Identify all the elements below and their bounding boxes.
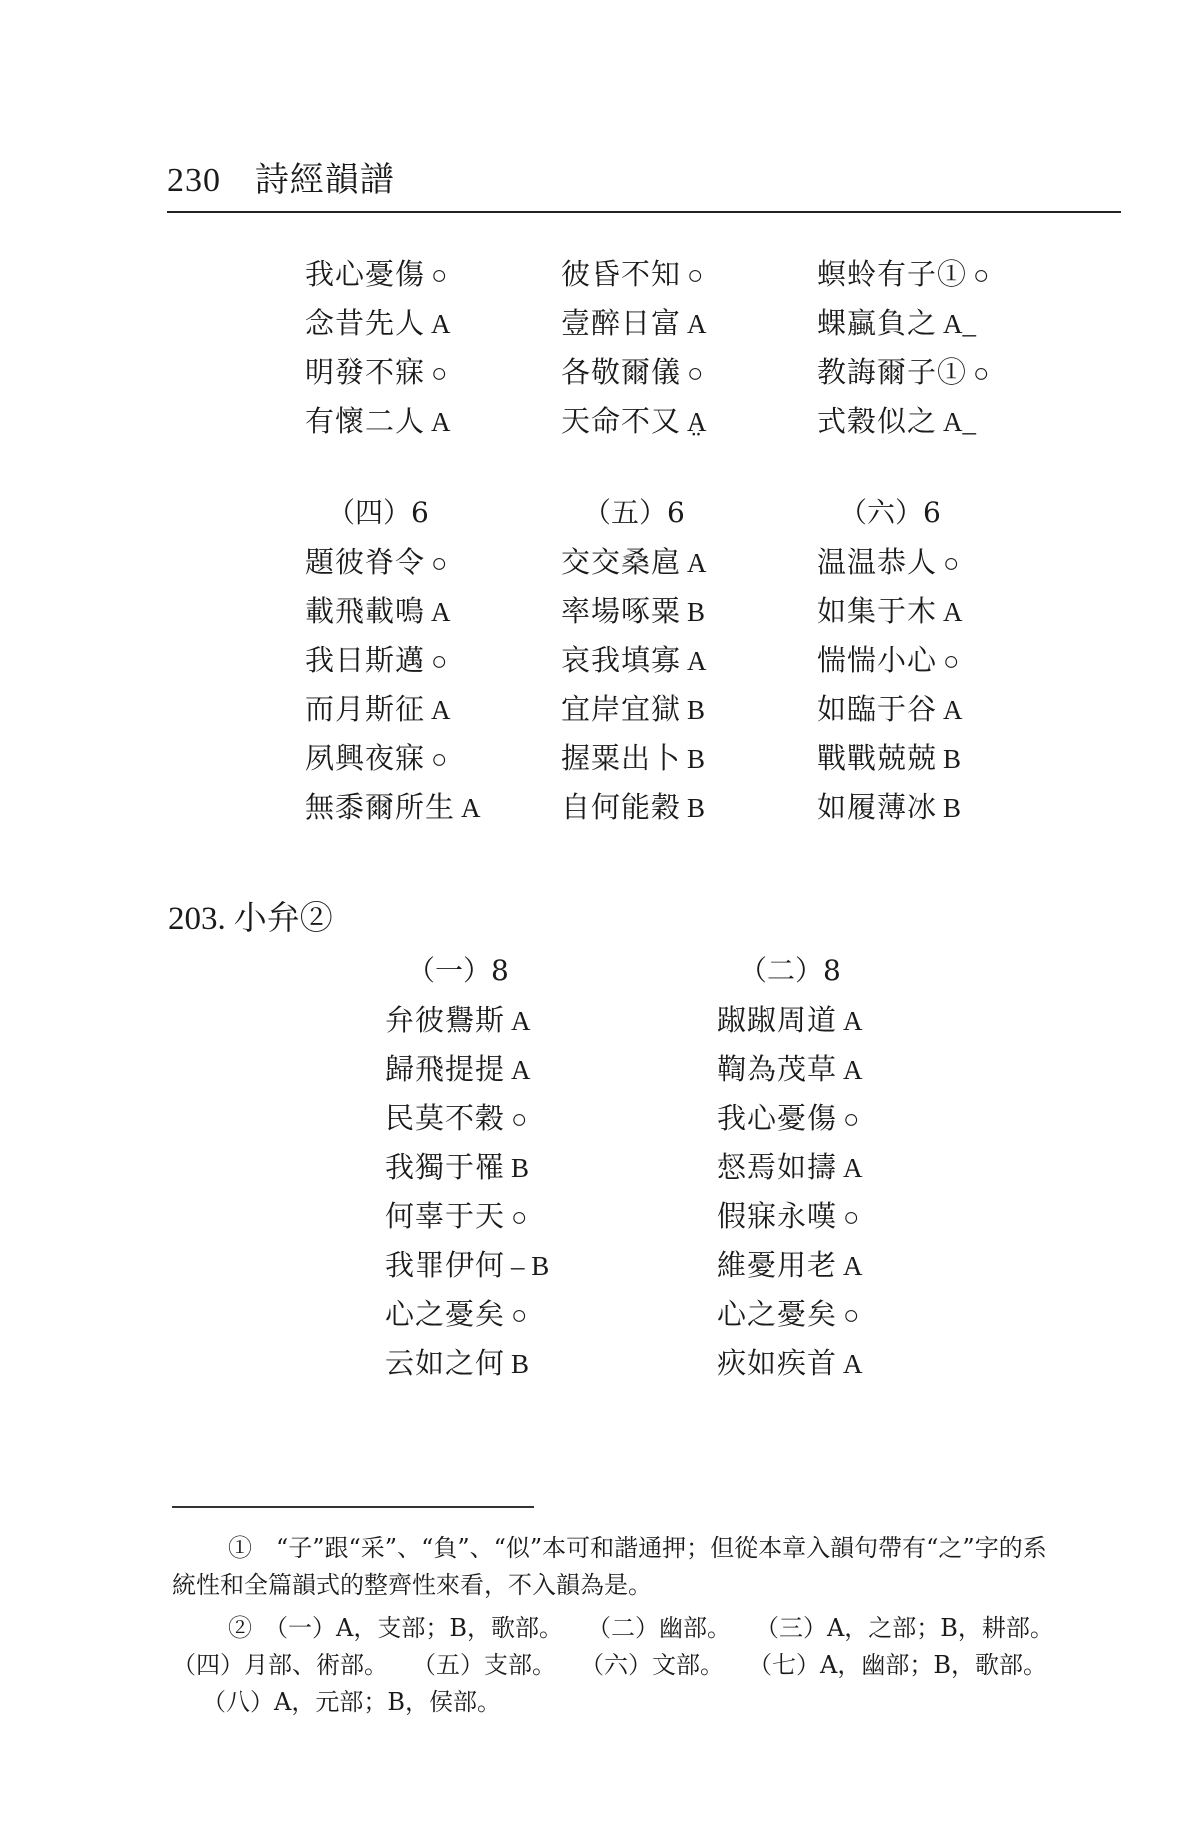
verse-line: 載飛載鳴 A	[305, 594, 451, 628]
verse-line: 温温恭人 ○	[817, 545, 960, 579]
verse-line: 壹醉日富 A	[561, 306, 707, 340]
verse-line: 率場啄粟 B	[561, 594, 706, 628]
verse-line: 哀我填寡 A	[561, 643, 707, 677]
verse-line: 歸飛提提 A	[385, 1052, 531, 1086]
footnote-2-line-2: （四）月部、術部。 （五）支部。 （六）文部。 （七）A，幽部；B，歌部。	[172, 1651, 1047, 1679]
verse-line: 云如之何 B	[385, 1346, 530, 1380]
footnote-2-line-1: ② （一）A，支部；B，歌部。 （二）幽部。 （三）A，之部；B，耕部。	[228, 1614, 1054, 1642]
verse-line: 鞫為茂草 A	[717, 1052, 863, 1086]
stanza-5	[561, 488, 707, 832]
verse-line: 交交桑扈 A	[561, 545, 707, 579]
book-title: 詩經韻譜	[254, 160, 395, 200]
stanza-heading: （一）8	[407, 954, 509, 987]
verse-line: 維憂用老 A	[717, 1248, 863, 1282]
verse-line: 疢如疾首 A	[717, 1346, 863, 1380]
verse-line: 惄焉如擣 A	[717, 1150, 863, 1184]
running-header	[167, 152, 395, 201]
footnote-rule	[172, 1506, 534, 1508]
verse-line: 螟蛉有子① ○	[817, 257, 990, 291]
verse-line: 天命不又 A̤	[561, 404, 707, 438]
verse-line: 我心憂傷 ○	[717, 1101, 860, 1135]
stanza-heading: （四）6	[327, 496, 429, 529]
verse-line: 我獨于罹 B	[385, 1150, 530, 1184]
verse-line: 教誨爾子① ○	[817, 355, 990, 389]
top-column-3	[817, 250, 989, 446]
verse-line: 戰戰兢兢 B	[817, 741, 962, 775]
top-column-2	[561, 250, 707, 446]
verse-line: 如集于木 A	[817, 594, 963, 628]
verse-line: 我心憂傷 ○	[305, 257, 448, 291]
verse-line: 我罪伊何 – B	[385, 1248, 550, 1282]
verse-line: 夙興夜寐 ○	[305, 741, 448, 775]
stanza-203-2	[717, 946, 863, 1388]
verse-line: 假寐永嘆 ○	[717, 1199, 860, 1233]
stanza-6	[817, 488, 963, 832]
verse-line: 如履薄冰 B	[817, 790, 962, 824]
footnote-2-line-3: （八）A，元部；B，侯部。	[202, 1688, 501, 1716]
verse-line: 題彼脊令 ○	[305, 545, 448, 579]
verse-line: 明發不寐 ○	[305, 355, 448, 389]
verse-line: 蜾蠃負之 A_	[817, 306, 977, 340]
verse-line: 握粟出卜 B	[561, 741, 706, 775]
footnote-1-line-2: 統性和全篇韻式的整齊性來看，不入韻為是。	[172, 1571, 652, 1599]
verse-line: 宜岸宜獄 B	[561, 692, 706, 726]
verse-line: 式穀似之 A_	[817, 404, 977, 438]
verse-line: 心之憂矣 ○	[717, 1297, 860, 1331]
page-number: 230	[167, 162, 221, 199]
verse-line: 弁彼鸒斯 A	[385, 1003, 531, 1037]
verse-line: 何辜于天 ○	[385, 1199, 528, 1233]
footnote-1-line-1: ① “子”跟“采”、“負”、“似”本可和諧通押；但從本章入韻句帶有“之”字的系	[228, 1534, 1047, 1562]
verse-line: 踧踧周道 A	[717, 1003, 863, 1037]
section-title: 203. 小弁②	[168, 898, 333, 937]
verse-line: 各敬爾儀 ○	[561, 355, 704, 389]
verse-line: 而月斯征 A	[305, 692, 451, 726]
verse-line: 我日斯邁 ○	[305, 643, 448, 677]
stanza-4	[305, 488, 481, 832]
stanza-203-1	[385, 946, 549, 1388]
verse-line: 彼昏不知 ○	[561, 257, 704, 291]
top-column-1	[305, 250, 451, 446]
verse-line: 民莫不穀 ○	[385, 1101, 528, 1135]
verse-line: 惴惴小心 ○	[817, 643, 960, 677]
verse-line: 心之憂矣 ○	[385, 1297, 528, 1331]
verse-line: 無黍爾所生 A	[305, 790, 481, 824]
header-rule	[167, 211, 1121, 213]
stanza-heading: （二）8	[739, 954, 841, 987]
stanza-heading: （六）6	[839, 496, 941, 529]
verse-line: 念昔先人 A	[305, 306, 451, 340]
verse-line: 有懷二人 A	[305, 404, 451, 438]
stanza-heading: （五）6	[583, 496, 685, 529]
verse-line: 自何能穀 B	[561, 790, 706, 824]
verse-line: 如臨于谷 A	[817, 692, 963, 726]
